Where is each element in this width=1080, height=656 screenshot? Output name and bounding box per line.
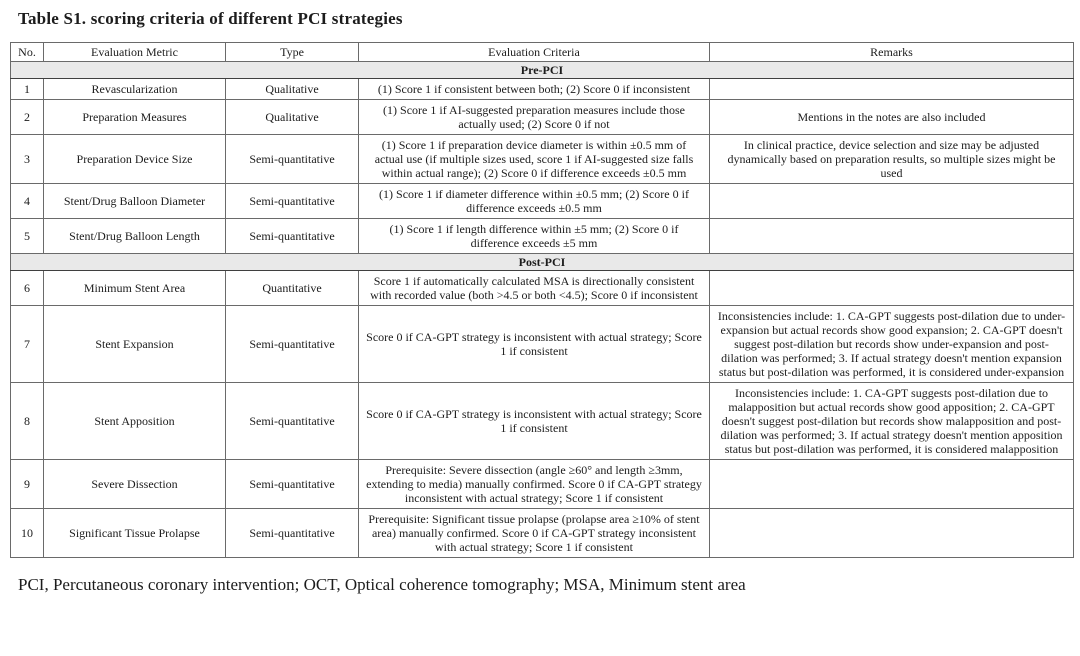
cell-criteria: Prerequisite: Significant tissue prolapse (prolapse area ≥10% of stent area) manually confirmed. Score 0 if CA-GPT strategy inconsistent with actual strategy; Score 1 if consistent — [359, 509, 710, 558]
cell-type: Semi-quantitative — [226, 219, 359, 254]
cell-remarks: Mentions in the notes are also included — [710, 100, 1074, 135]
cell-no: 9 — [11, 460, 44, 509]
cell-no: 2 — [11, 100, 44, 135]
cell-type: Semi-quantitative — [226, 460, 359, 509]
table-row — [11, 383, 1074, 460]
cell-type: Qualitative — [226, 100, 359, 135]
cell-metric: Stent Expansion — [44, 306, 226, 383]
cell-no: 1 — [11, 79, 44, 100]
column-header-remarks: Remarks — [710, 43, 1074, 62]
cell-criteria: (1) Score 1 if AI-suggested preparation measures include those actually used; (2) Score 0 if not — [359, 100, 710, 135]
table-row — [11, 100, 1074, 135]
cell-type: Qualitative — [226, 79, 359, 100]
cell-remarks — [710, 509, 1074, 558]
column-header-evaluation-criteria: Evaluation Criteria — [359, 43, 710, 62]
cell-metric: Stent Apposition — [44, 383, 226, 460]
cell-criteria: (1) Score 1 if consistent between both; (2) Score 0 if inconsistent — [359, 79, 710, 100]
cell-type: Semi-quantitative — [226, 509, 359, 558]
cell-metric: Stent/Drug Balloon Diameter — [44, 184, 226, 219]
cell-remarks — [710, 184, 1074, 219]
table-title: Table S1. scoring criteria of different PCI strategies — [18, 9, 403, 28]
cell-remarks — [710, 219, 1074, 254]
cell-metric: Significant Tissue Prolapse — [44, 509, 226, 558]
cell-metric: Minimum Stent Area — [44, 271, 226, 306]
cell-metric: Severe Dissection — [44, 460, 226, 509]
abbreviations-footnote: PCI, Percutaneous coronary intervention; OCT, Optical coherence tomography; MSA, Minimum stent area — [18, 575, 746, 594]
table-row — [11, 460, 1074, 509]
cell-type: Quantitative — [226, 271, 359, 306]
cell-no: 10 — [11, 509, 44, 558]
cell-criteria: (1) Score 1 if length difference within ±5 mm; (2) Score 0 if difference exceeds ±5 mm — [359, 219, 710, 254]
column-header-evaluation-metric: Evaluation Metric — [44, 43, 226, 62]
cell-metric: Preparation Device Size — [44, 135, 226, 184]
cell-metric: Revascularization — [44, 79, 226, 100]
column-header-no: No. — [11, 43, 44, 62]
cell-criteria: Score 1 if automatically calculated MSA is directionally consistent with recorded value (both >4.5 or both <4.5); Score 0 if inconsistent — [359, 271, 710, 306]
table-row — [11, 219, 1074, 254]
cell-type: Semi-quantitative — [226, 383, 359, 460]
cell-type: Semi-quantitative — [226, 135, 359, 184]
cell-criteria: Score 0 if CA-GPT strategy is inconsistent with actual strategy; Score 1 if consistent — [359, 383, 710, 460]
cell-remarks: Inconsistencies include: 1. CA-GPT suggests post-dilation due to malapposition but actual records show good apposition; 2. CA-GPT doesn't suggest post-dilation but records show malapposition and post-dilation was performed; 3. If actual strategy doesn't mention apposition status but post-dilation was performed, it is considered malapposition — [710, 383, 1074, 460]
section-row-pre-pci — [11, 62, 1074, 79]
section-label-pre-pci: Pre-PCI — [11, 62, 1074, 79]
table-row — [11, 79, 1074, 100]
column-header-type: Type — [226, 43, 359, 62]
table-row — [11, 271, 1074, 306]
header-row — [11, 43, 1074, 62]
cell-no: 6 — [11, 271, 44, 306]
cell-remarks — [710, 271, 1074, 306]
table-row — [11, 184, 1074, 219]
cell-type: Semi-quantitative — [226, 184, 359, 219]
cell-no: 8 — [11, 383, 44, 460]
cell-criteria: (1) Score 1 if diameter difference within ±0.5 mm; (2) Score 0 if difference exceeds ±0.5 mm — [359, 184, 710, 219]
cell-no: 5 — [11, 219, 44, 254]
cell-remarks: Inconsistencies include: 1. CA-GPT suggests post-dilation due to under-expansion but actual records show good expansion; 2. CA-GPT doesn't suggest post-dilation but records show under-expansion and post-dilation was performed; 3. If actual strategy doesn't mention expansion status but post-dilation was performed, it is considered under-expansion — [710, 306, 1074, 383]
cell-remarks — [710, 460, 1074, 509]
cell-criteria: Prerequisite: Severe dissection (angle ≥60° and length ≥3mm, extending to media) manually confirmed. Score 0 if CA-GPT strategy inconsistent with actual strategy; Score 1 if consistent — [359, 460, 710, 509]
cell-criteria: (1) Score 1 if preparation device diameter is within ±0.5 mm of actual use (if multiple sizes used, score 1 if AI-suggested size falls within actual range); (2) Score 0 if difference exceeds ±0.5 mm — [359, 135, 710, 184]
cell-remarks — [710, 79, 1074, 100]
cell-no: 4 — [11, 184, 44, 219]
table-row — [11, 135, 1074, 184]
table-row — [11, 306, 1074, 383]
section-row-post-pci — [11, 254, 1074, 271]
cell-no: 7 — [11, 306, 44, 383]
cell-type: Semi-quantitative — [226, 306, 359, 383]
cell-criteria: Score 0 if CA-GPT strategy is inconsistent with actual strategy; Score 1 if consistent — [359, 306, 710, 383]
scoring-criteria-table — [10, 42, 1074, 558]
cell-metric: Stent/Drug Balloon Length — [44, 219, 226, 254]
cell-remarks: In clinical practice, device selection and size may be adjusted dynamically based on preparation results, so multiple sizes might be used — [710, 135, 1074, 184]
section-label-post-pci: Post-PCI — [11, 254, 1074, 271]
table-row — [11, 509, 1074, 558]
cell-metric: Preparation Measures — [44, 100, 226, 135]
cell-no: 3 — [11, 135, 44, 184]
